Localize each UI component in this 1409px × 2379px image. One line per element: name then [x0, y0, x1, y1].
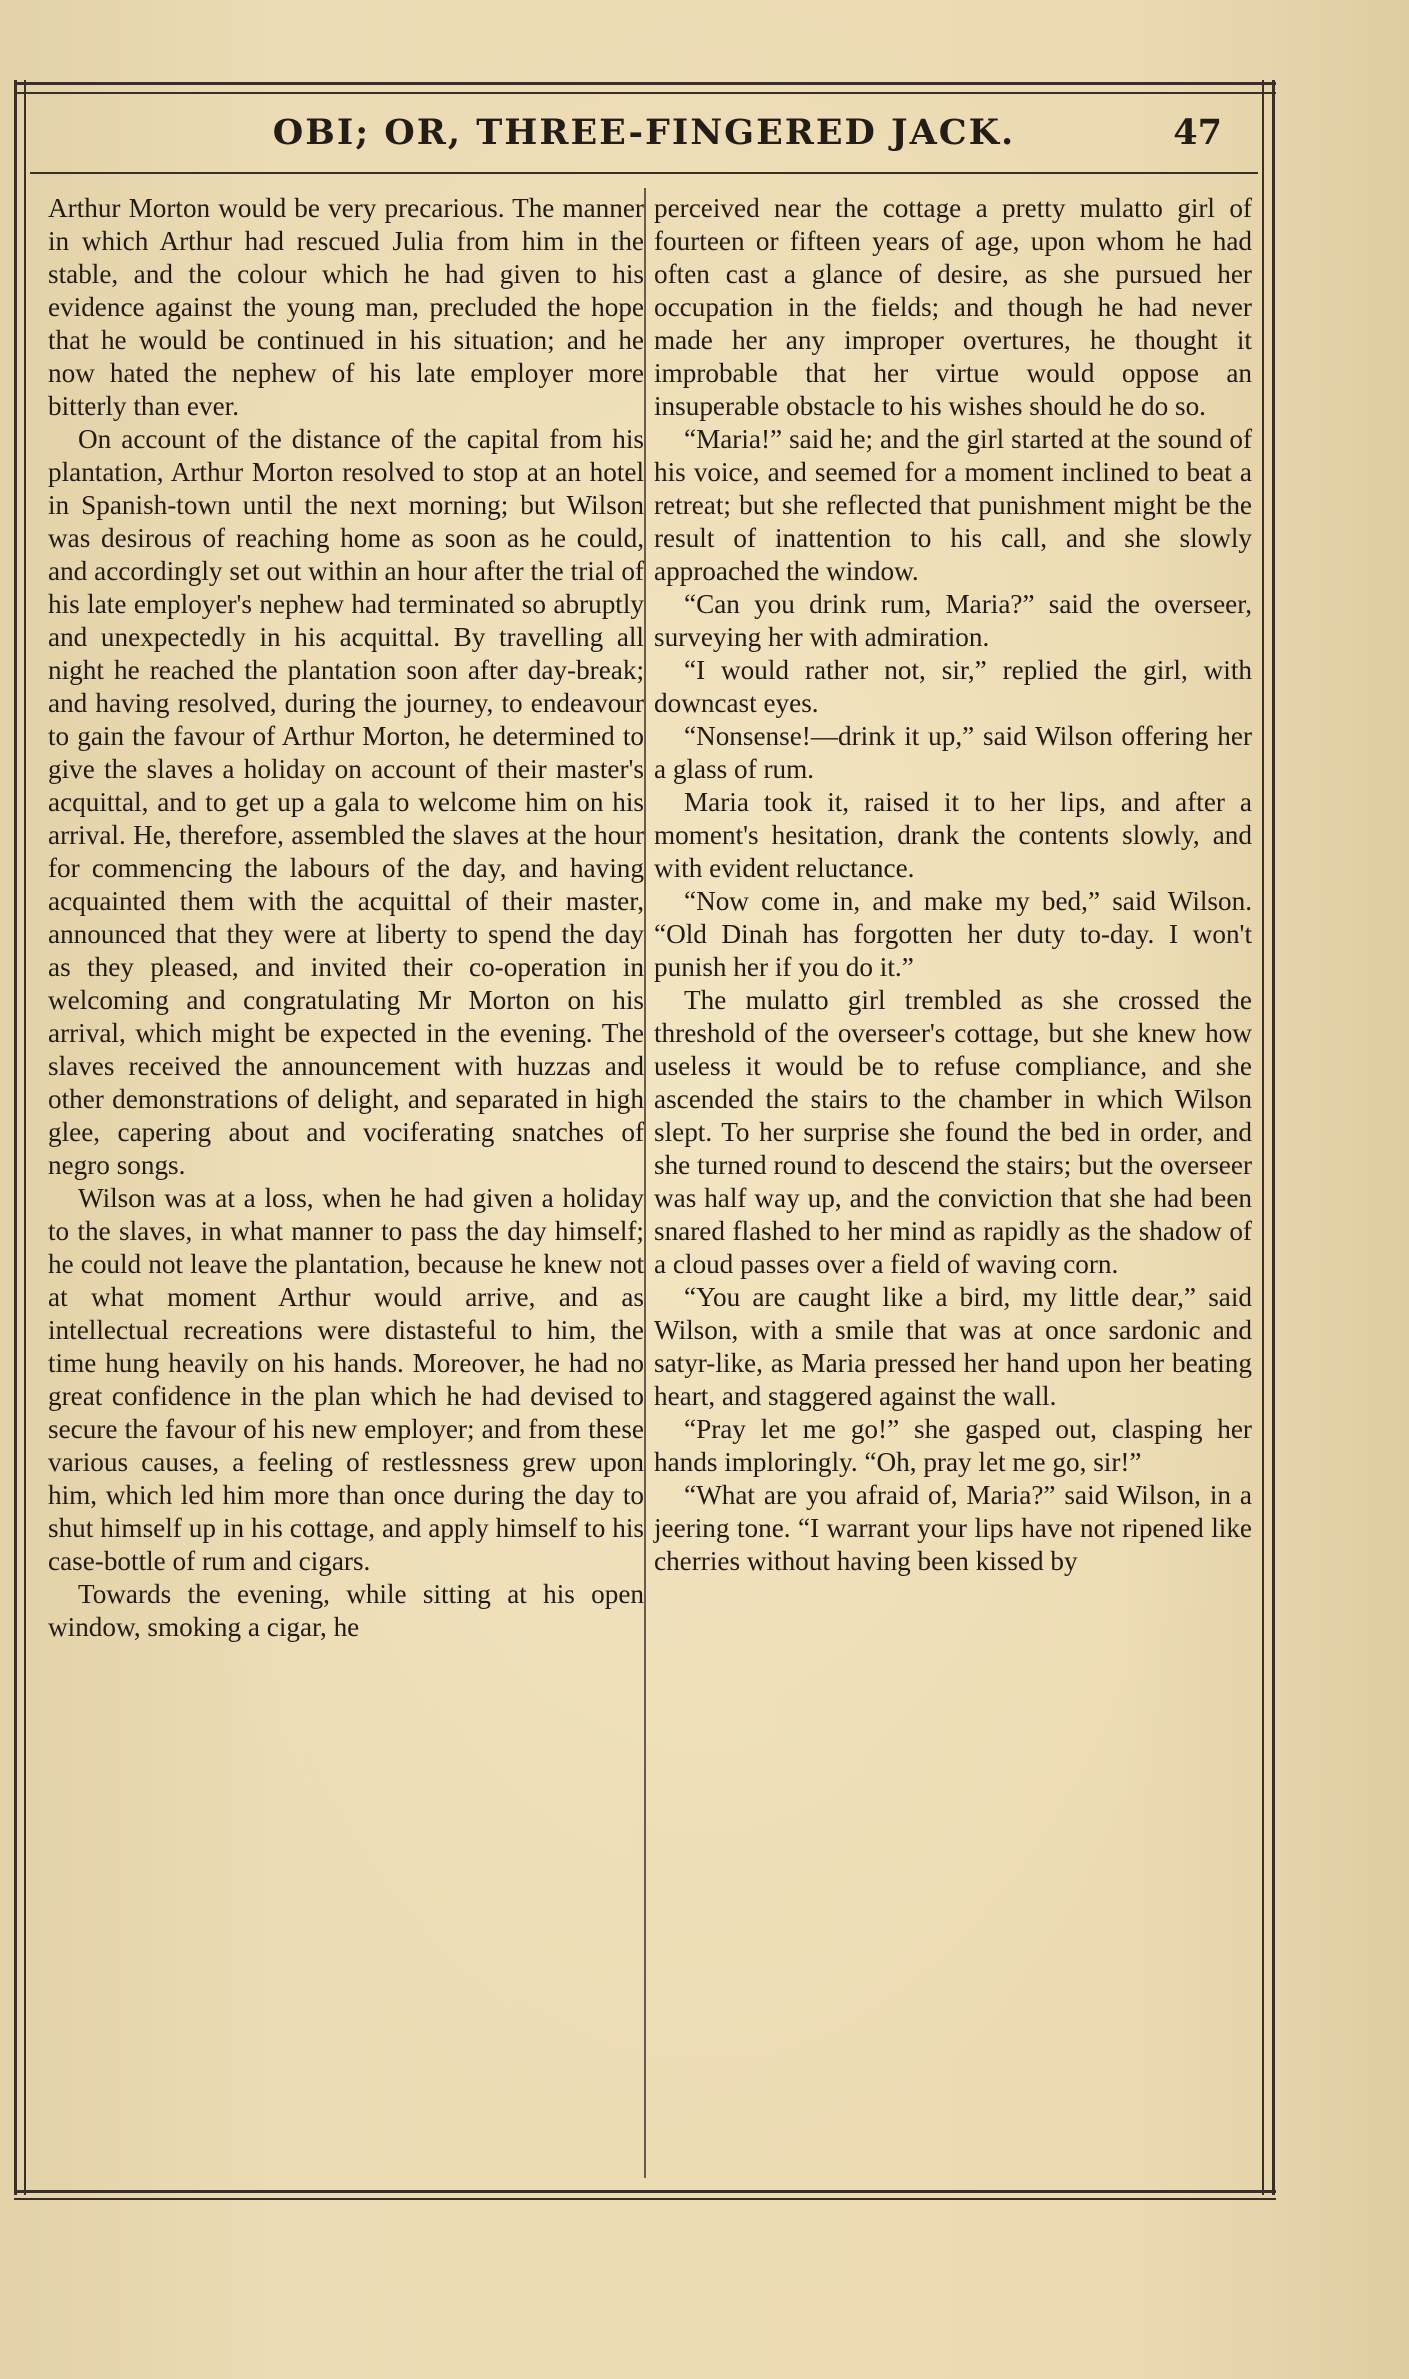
- bottom-border-rule: [14, 2190, 1276, 2193]
- right-border-rule-inner: [1262, 80, 1264, 2195]
- left-column: [48, 192, 644, 1644]
- paragraph: On account of the distance of the capital from his plantation, Arthur Morton resolved to stop at an hotel in Spanish-town until the next morning; but Wilson was desirous of reaching home as soon as he could, and accordingly set out within an hour after the trial of his late employer's nephew had terminated so abruptly and unexpectedly in his acquittal. By travelling all night he reached the plantation soon after day-break; and having resolved, during the journey, to endeavour to gain the favour of Arthur Morton, he determined to give the slaves a holiday on account of their master's acquittal, and to get up a gala to welcome him on his arrival. He, therefore, assembled the slaves at the hour for commencing the labours of the day, and having acquainted them with the acquittal of their master, announced that they were at liberty to spend the day as they pleased, and invited their co-operation in welcoming and congratulating Mr Morton on his arrival, which might be expected in the evening. The slaves received the announcement with huzzas and other demonstrations of delight, and separated in high glee, capering about and vociferating snatches of negro songs.: [48, 424, 644, 1180]
- right-column: [654, 192, 1252, 1578]
- paragraph: “What are you afraid of, Maria?” said Wilson, in a jeering tone. “I warrant your lips have not ripened like cherries without having been kissed by: [654, 1480, 1252, 1576]
- header-rule: [30, 172, 1258, 174]
- top-border-rule-inner: [14, 92, 1276, 94]
- paragraph: “You are caught like a bird, my little dear,” said Wilson, with a smile that was at once sardonic and satyr-like, as Maria pressed her hand upon her beating heart, and staggered against the wall.: [654, 1282, 1252, 1411]
- paragraph: “Maria!” said he; and the girl started at the sound of his voice, and seemed for a moment inclined to beat a retreat; but she reflected that punishment might be the result of inattention to his call, and she slowly approached the window.: [654, 424, 1252, 586]
- paragraph: The mulatto girl trembled as she crossed the threshold of the overseer's cottage, but she knew how useless it would be to refuse compliance, and she ascended the stairs to the chamber in which Wilson slept. To her surprise she found the bed in order, and she turned round to descend the stairs; but the overseer was half way up, and the conviction that she had been snared flashed to her mind as rapidly as the shadow of a cloud passes over a field of waving corn.: [654, 985, 1252, 1279]
- page-number: 47: [1173, 112, 1222, 153]
- page-header: [30, 112, 1258, 170]
- column-divider: [644, 188, 646, 2178]
- running-title: OBI; OR, THREE-FINGERED JACK.: [272, 112, 1016, 153]
- paragraph: perceived near the cottage a pretty mulatto girl of fourteen or fifteen years of age, upon whom he had often cast a glance of desire, as she pursued her occupation in the fields; and though he had never made her any improper overtures, he thought it improbable that her virtue would oppose an insuperable obstacle to his wishes should he do so.: [654, 193, 1252, 421]
- paragraph: “Nonsense!—drink it up,” said Wilson offering her a glass of rum.: [654, 721, 1252, 784]
- bottom-border-rule-inner: [14, 2198, 1276, 2200]
- paragraph: Wilson was at a loss, when he had given a holiday to the slaves, in what manner to pass the day himself; he could not leave the plantation, because he knew not at what moment Arthur would arrive, and as intellectual recreations were distasteful to him, the time hung heavily on his hands. Moreover, he had no great confidence in the plan which he had devised to secure the favour of his new employer; and from these various causes, a feeling of restlessness grew upon him, which led him more than once during the day to shut himself up in his cottage, and apply himself to his case-bottle of rum and cigars.: [48, 1183, 644, 1576]
- left-border-rule-inner: [24, 80, 26, 2195]
- paragraph: Towards the evening, while sitting at his open window, smoking a cigar, he: [48, 1579, 644, 1642]
- paragraph: Maria took it, raised it to her lips, and after a moment's hesitation, drank the contents slowly, and with evident reluctance.: [654, 787, 1252, 883]
- left-border-rule: [14, 80, 17, 2195]
- paragraph: Arthur Morton would be very precarious. The manner in which Arthur had rescued Julia from him in the stable, and the colour which he had given to his evidence against the young man, precluded the hope that he would be continued in his situation; and he now hated the nephew of his late employer more bitterly than ever.: [48, 193, 644, 421]
- paragraph: “I would rather not, sir,” replied the girl, with downcast eyes.: [654, 655, 1252, 718]
- paragraph: “Can you drink rum, Maria?” said the overseer, surveying her with admiration.: [654, 589, 1252, 652]
- paragraph: “Pray let me go!” she gasped out, clasping her hands imploringly. “Oh, pray let me go, sir!”: [654, 1414, 1252, 1477]
- right-border-rule: [1272, 80, 1275, 2195]
- paragraph: “Now come in, and make my bed,” said Wilson. “Old Dinah has forgotten her duty to-day. I won't punish her if you do it.”: [654, 886, 1252, 982]
- top-border-rule: [14, 82, 1276, 85]
